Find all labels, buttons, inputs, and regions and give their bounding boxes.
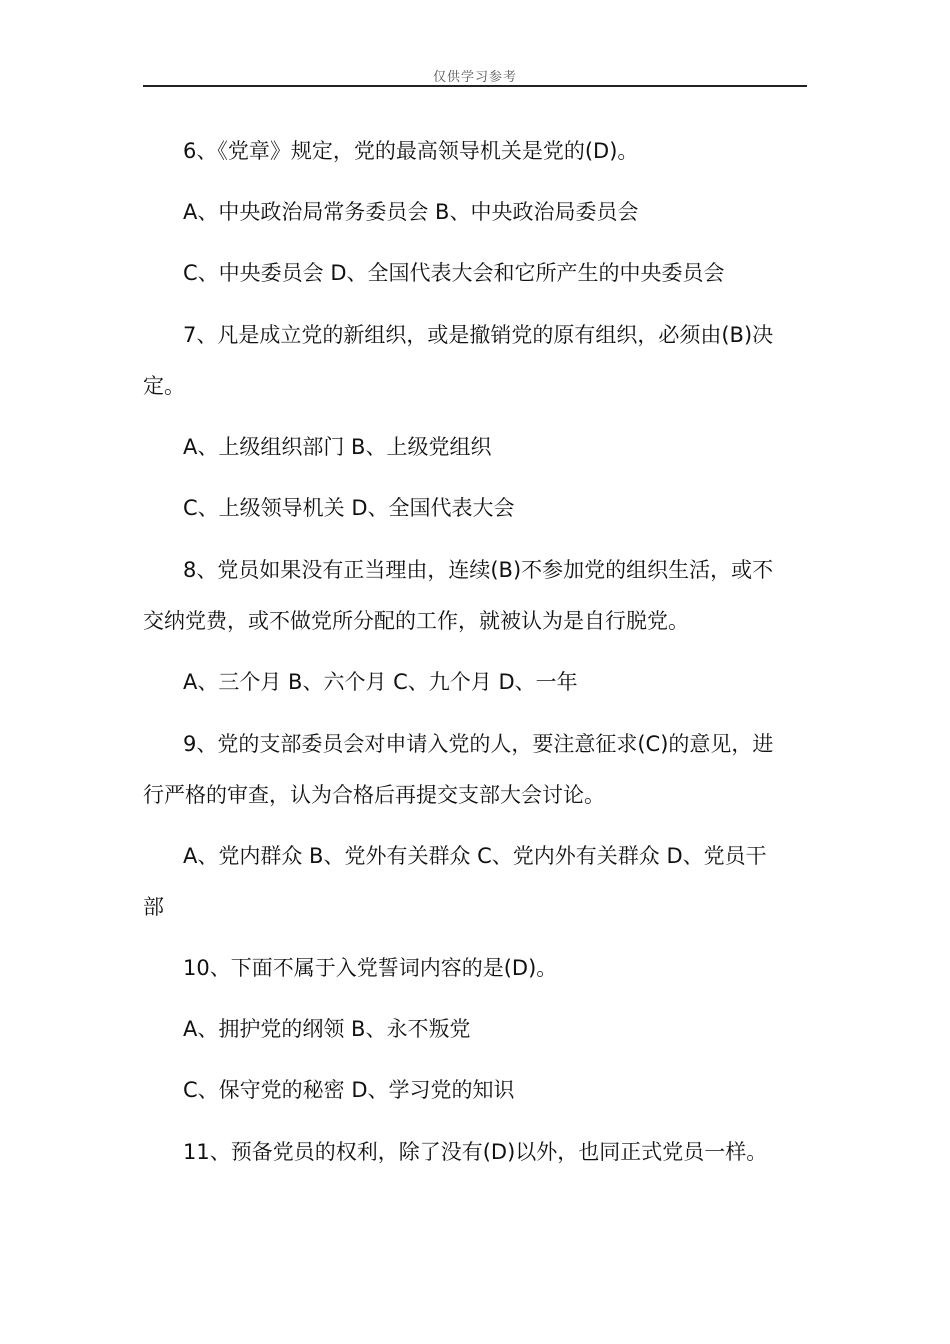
question-8-continued: 交纳党费，或不做党所分配的工作，就被认为是自行脱党。 bbox=[143, 609, 689, 633]
question-6-options-ab: A、中央政治局常务委员会 B、中央政治局委员会 bbox=[183, 200, 639, 224]
page-header: 仅供学习参考 bbox=[432, 70, 517, 85]
header-rule bbox=[143, 85, 807, 87]
question-6-options-cd: C、中央委员会 D、全国代表大会和它所产生的中央委员会 bbox=[183, 261, 725, 285]
question-9-options: A、党内群众 B、党外有关群众 C、党内外有关群众 D、党员干 bbox=[183, 844, 767, 868]
question-10-options-cd: C、保守党的秘密 D、学习党的知识 bbox=[183, 1078, 515, 1102]
question-7-options-ab: A、上级组织部门 B、上级党组织 bbox=[183, 435, 492, 459]
question-10: 10、下面不属于入党誓词内容的是(D)。 bbox=[183, 956, 558, 980]
question-9-options-continued: 部 bbox=[143, 895, 164, 919]
question-8: 8、党员如果没有正当理由，连续(B)不参加党的组织生活，或不 bbox=[183, 558, 774, 582]
question-8-options: A、三个月 B、六个月 C、九个月 D、一年 bbox=[183, 670, 578, 694]
question-10-options-ab: A、拥护党的纲领 B、永不叛党 bbox=[183, 1017, 471, 1041]
question-6: 6、《党章》规定，党的最高领导机关是党的(D)。 bbox=[183, 139, 639, 163]
question-9-continued: 行严格的审查，认为合格后再提交支部大会讨论。 bbox=[143, 783, 605, 807]
question-11: 11、预备党员的权利，除了没有(D)以外，也同正式党员一样。 bbox=[183, 1140, 768, 1164]
question-9: 9、党的支部委员会对申请入党的人，要注意征求(C)的意见，进 bbox=[183, 732, 774, 756]
question-7-continued: 定。 bbox=[143, 374, 185, 398]
question-7: 7、凡是成立党的新组织，或是撤销党的原有组织，必须由(B)决 bbox=[183, 323, 774, 347]
question-7-options-cd: C、上级领导机关 D、全国代表大会 bbox=[183, 496, 515, 520]
